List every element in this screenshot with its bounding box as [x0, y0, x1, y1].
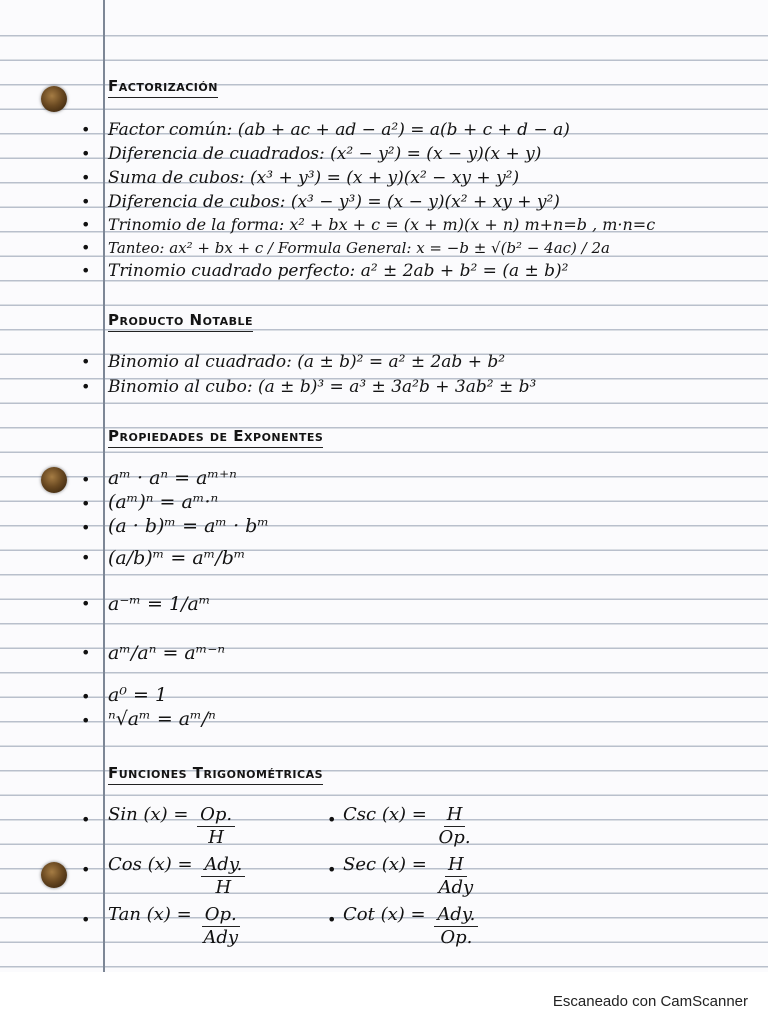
tan-numerator: Op.: [202, 904, 240, 927]
bullet-icon: •: [81, 470, 91, 489]
bullet-icon: •: [81, 687, 91, 706]
sec-numerator: H: [445, 854, 467, 877]
bullet-icon: •: [81, 144, 91, 163]
csc-formula: [343, 804, 477, 849]
formula-line: Binomio al cubo: (a ± b)³ = a³ ± 3a²b + 3ab² ± b³: [108, 377, 537, 397]
bullet-icon: •: [81, 711, 91, 730]
formula-line: Suma de cubos: (x³ + y³) = (x + y)(x² − xy + y²): [108, 168, 520, 188]
bullet-icon: •: [327, 810, 337, 829]
formula-line: a⁻ᵐ = 1/aᵐ: [108, 593, 211, 615]
sin-label: Sin (x) =: [108, 804, 189, 825]
sin-formula: [108, 804, 238, 849]
bullet-icon: •: [81, 120, 91, 139]
cot-label: Cot (x) =: [343, 904, 426, 925]
formula-line: (aᵐ)ⁿ = aᵐ·ⁿ: [108, 491, 219, 513]
cos-fraction: [201, 854, 245, 899]
bullet-icon: •: [81, 168, 91, 187]
formula-line: aᵐ · aⁿ = aᵐ⁺ⁿ: [108, 467, 237, 489]
cos-numerator: Ady.: [201, 854, 245, 877]
sec-label: Sec (x) =: [343, 854, 427, 875]
margin-line: [103, 0, 105, 972]
binder-hole: [41, 862, 67, 888]
bullet-icon: •: [81, 910, 91, 929]
bullet-icon: •: [327, 860, 337, 879]
csc-label: Csc (x) =: [343, 804, 427, 825]
binder-hole: [41, 86, 67, 112]
bullet-icon: •: [81, 548, 91, 567]
bullet-icon: •: [81, 518, 91, 537]
sec-fraction: [436, 854, 477, 899]
cot-numerator: Ady.: [434, 904, 478, 927]
bullet-icon: •: [81, 594, 91, 613]
bullet-icon: •: [81, 238, 91, 257]
bullet-icon: •: [81, 494, 91, 513]
cot-fraction: [434, 904, 478, 949]
formula-line: a⁰ = 1: [108, 684, 168, 706]
formula-line: ⁿ√aᵐ = aᵐ/ⁿ: [108, 708, 216, 730]
tan-label: Tan (x) =: [108, 904, 192, 925]
cos-label: Cos (x) =: [108, 854, 193, 875]
cos-denominator: H: [215, 877, 232, 898]
section-heading-producto: Producto Notable: [108, 310, 253, 332]
sec-denominator: Ady: [438, 877, 474, 898]
bullet-icon: •: [81, 215, 91, 234]
csc-fraction: [436, 804, 474, 849]
sec-formula: [343, 854, 479, 899]
bullet-icon: •: [327, 910, 337, 929]
tan-fraction: [200, 904, 241, 949]
cos-formula: [108, 854, 248, 899]
cot-denominator: Op.: [440, 927, 473, 948]
sin-fraction: [197, 804, 235, 849]
section-heading-exponentes: Propiedades de Exponentes: [108, 426, 323, 448]
formula-line: Diferencia de cubos: (x³ − y³) = (x − y)(x² + xy + y²): [108, 192, 560, 212]
binder-hole: [41, 467, 67, 493]
tan-denominator: Ady: [203, 927, 239, 948]
scanner-watermark: Escaneado con CamScanner: [552, 993, 748, 1010]
csc-numerator: H: [444, 804, 466, 827]
formula-line: Factor común: (ab + ac + ad − a²) = a(b + c + d − a): [108, 120, 570, 140]
formula-line: (a · b)ᵐ = aᵐ · bᵐ: [108, 515, 269, 537]
sin-denominator: H: [208, 827, 224, 848]
section-heading-trig: Funciones Trigonométricas: [108, 763, 323, 785]
bullet-icon: •: [81, 860, 91, 879]
tan-formula: [108, 904, 244, 949]
formula-line: aᵐ/aⁿ = aᵐ⁻ⁿ: [108, 642, 226, 664]
bullet-icon: •: [81, 261, 91, 280]
csc-denominator: Op.: [438, 827, 471, 848]
formula-line: Trinomio de la forma: x² + bx + c = (x + m)(x + n) m+n=b , m·n=c: [108, 215, 656, 234]
cot-formula: [343, 904, 481, 949]
formula-line: Trinomio cuadrado perfecto: a² ± 2ab + b² = (a ± b)²: [108, 261, 569, 281]
formula-line: Diferencia de cuadrados: (x² − y²) = (x − y)(x + y): [108, 144, 542, 164]
bullet-icon: •: [81, 810, 91, 829]
formula-line: (a/b)ᵐ = aᵐ/bᵐ: [108, 547, 246, 569]
bullet-icon: •: [81, 643, 91, 662]
sin-numerator: Op.: [197, 804, 235, 827]
section-heading-factorizacion: Factorización: [108, 76, 218, 98]
formula-line: Tanteo: ax² + bx + c / Formula General: x = −b ± √(b² − 4ac) / 2a: [108, 239, 610, 257]
bullet-icon: •: [81, 352, 91, 371]
formula-line: Binomio al cuadrado: (a ± b)² = a² ± 2ab + b²: [108, 352, 506, 372]
bullet-icon: •: [81, 192, 91, 211]
bullet-icon: •: [81, 377, 91, 396]
